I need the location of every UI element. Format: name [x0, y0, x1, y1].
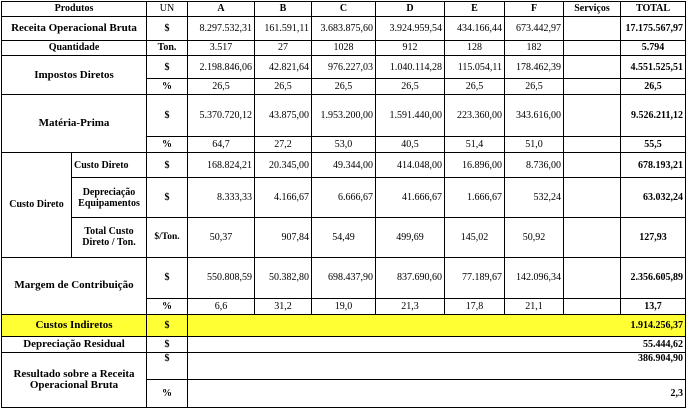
materia-c: 1.953.200,00	[312, 94, 376, 136]
quantidade-f: 182	[505, 40, 564, 56]
custo-direto-a: 168.824,21	[188, 153, 255, 178]
depreciacao-f: 532,24	[505, 178, 564, 218]
quantidade-c: 1028	[312, 40, 376, 56]
custo-direto-row	[2, 153, 686, 178]
materia-pct-a: 64,7	[188, 136, 255, 153]
custo-direto-f: 8.736,00	[505, 153, 564, 178]
impostos-e: 115.054,11	[445, 56, 505, 79]
depreciacao-b: 4.166,67	[255, 178, 312, 218]
impostos-f: 178.462,39	[505, 56, 564, 79]
materia-pct-b: 27,2	[255, 136, 312, 153]
margem-d: 837.690,60	[376, 257, 445, 299]
header-servicos: Serviços	[564, 2, 621, 17]
margem-servicos	[564, 257, 621, 299]
depreciacao-un: $	[147, 178, 188, 218]
materia-d: 1.591.440,00	[376, 94, 445, 136]
impostos-pct-a: 26,5	[188, 79, 255, 95]
margem-pct-d: 21,3	[376, 299, 445, 315]
depreciacao-d: 41.666,67	[376, 178, 445, 218]
total-custo-c: 54,49	[312, 217, 376, 257]
total-custo-f: 50,92	[505, 217, 564, 257]
custo-direto-servicos	[564, 153, 621, 178]
receita-total: 17.175.567,97	[621, 16, 686, 40]
impostos-pct-c: 26,5	[312, 79, 376, 95]
receita-un: $	[147, 16, 188, 40]
margem-pct-e: 17,8	[445, 299, 505, 315]
materia-pct-c: 53,0	[312, 136, 376, 153]
deprec-residual-total: 55.444,62	[188, 336, 686, 352]
depreciacao-a: 8.333,33	[188, 178, 255, 218]
margem-un-pct: %	[147, 299, 188, 315]
receita-e: 434.166,44	[445, 16, 505, 40]
impostos-pct-e: 26,5	[445, 79, 505, 95]
resultado-un-value: $	[147, 352, 188, 379]
total-custo-d: 499,69	[376, 217, 445, 257]
total-custo-a: 50,37	[188, 217, 255, 257]
impostos-label: Impostos Diretos	[2, 56, 147, 95]
impostos-pct-total: 26,5	[621, 79, 686, 95]
quantidade-un: Ton.	[147, 40, 188, 56]
quantidade-b: 27	[255, 40, 312, 56]
custo-direto-c: 49.344,00	[312, 153, 376, 178]
quantidade-a: 3.517	[188, 40, 255, 56]
margem-pct-f: 21,1	[505, 299, 564, 315]
materia-f: 343.616,00	[505, 94, 564, 136]
quantidade-row	[2, 40, 686, 56]
impostos-total: 4.551.525,51	[621, 56, 686, 79]
custo-direto-label: Custo Direto	[72, 153, 147, 178]
margem-un-value: $	[147, 257, 188, 299]
depreciacao-label: Depreciação Equipamentos	[72, 178, 147, 218]
materia-un-pct: %	[147, 136, 188, 153]
materia-e: 223.360,00	[445, 94, 505, 136]
total-custo-servicos	[564, 217, 621, 257]
total-custo-un: $/Ton.	[147, 217, 188, 257]
indiretos-label: Custos Indiretos	[2, 315, 147, 337]
header-un: UN	[147, 2, 188, 17]
receita-a: 8.297.532,31	[188, 16, 255, 40]
total-custo-total: 127,93	[621, 217, 686, 257]
quantidade-servicos	[564, 40, 621, 56]
header-col-b: B	[255, 2, 312, 17]
materia-pct-f: 51,0	[505, 136, 564, 153]
depreciacao-row	[2, 178, 686, 218]
materia-a: 5.370.720,12	[188, 94, 255, 136]
header-row	[2, 2, 686, 17]
materia-total: 9.526.211,12	[621, 94, 686, 136]
margem-f: 142.096,34	[505, 257, 564, 299]
margem-c: 698.437,90	[312, 257, 376, 299]
margem-label: Margem de Contribuição	[2, 257, 147, 314]
receita-servicos	[564, 16, 621, 40]
header-col-f: F	[505, 2, 564, 17]
materia-pct-total: 55,5	[621, 136, 686, 153]
margem-pct-servicos	[564, 299, 621, 315]
quantidade-total: 5.794	[621, 40, 686, 56]
indiretos-row	[2, 315, 686, 337]
depreciacao-servicos	[564, 178, 621, 218]
header-produtos: Produtos	[2, 2, 147, 17]
materia-servicos	[564, 94, 621, 136]
margem-pct-a: 6,6	[188, 299, 255, 315]
margem-pct-c: 19,0	[312, 299, 376, 315]
margem-a: 550.808,59	[188, 257, 255, 299]
materia-label: Matéria-Prima	[2, 94, 147, 152]
custo-direto-b: 20.345,00	[255, 153, 312, 178]
materia-pct-servicos	[564, 136, 621, 153]
materia-row-value	[2, 94, 686, 136]
margem-row-value	[2, 257, 686, 299]
deprec-residual-label: Depreciação Residual	[2, 336, 147, 352]
materia-b: 43.875,00	[255, 94, 312, 136]
quantidade-d: 912	[376, 40, 445, 56]
total-custo-label: Total Custo Direto / Ton.	[72, 217, 147, 257]
indiretos-un: $	[147, 315, 188, 337]
total-custo-row	[2, 217, 686, 257]
impostos-pct-b: 26,5	[255, 79, 312, 95]
impostos-pct-f: 26,5	[505, 79, 564, 95]
quantidade-e: 128	[445, 40, 505, 56]
impostos-pct-d: 26,5	[376, 79, 445, 95]
custo-direto-d: 414.048,00	[376, 153, 445, 178]
impostos-b: 42.821,64	[255, 56, 312, 79]
indiretos-total: 1.914.256,37	[188, 315, 686, 337]
margem-total: 2.356.605,89	[621, 257, 686, 299]
deprec-residual-row	[2, 336, 686, 352]
margem-e: 77.189,67	[445, 257, 505, 299]
header-col-d: D	[376, 2, 445, 17]
resultado-label: Resultado sobre a Receita Operacional Bruta	[2, 352, 147, 407]
margem-b: 50.382,80	[255, 257, 312, 299]
custo-direto-e: 16.896,00	[445, 153, 505, 178]
materia-pct-e: 51,4	[445, 136, 505, 153]
materia-un-value: $	[147, 94, 188, 136]
depreciacao-c: 6.666,67	[312, 178, 376, 218]
custo-direto-un: $	[147, 153, 188, 178]
receita-d: 3.924.959,54	[376, 16, 445, 40]
total-custo-b: 907,84	[255, 217, 312, 257]
impostos-c: 976.227,03	[312, 56, 376, 79]
receita-f: 673.442,97	[505, 16, 564, 40]
impostos-un-value: $	[147, 56, 188, 79]
impostos-a: 2.198.846,06	[188, 56, 255, 79]
resultado-total: 386.904,90	[188, 352, 686, 379]
total-custo-e: 145,02	[445, 217, 505, 257]
receita-label: Receita Operacional Bruta	[2, 16, 147, 40]
deprec-residual-un: $	[147, 336, 188, 352]
quantidade-label: Quantidade	[2, 40, 147, 56]
margem-pct-b: 31,2	[255, 299, 312, 315]
resultado-row-value	[2, 352, 686, 379]
depreciacao-total: 63.032,24	[621, 178, 686, 218]
impostos-pct-servicos	[564, 79, 621, 95]
impostos-un-pct: %	[147, 79, 188, 95]
custo-group-label: Custo Direto	[2, 153, 72, 257]
receita-b: 161.591,11	[255, 16, 312, 40]
depreciacao-e: 1.666,67	[445, 178, 505, 218]
impostos-servicos	[564, 56, 621, 79]
impostos-row-value	[2, 56, 686, 79]
resultado-un-pct: %	[147, 379, 188, 407]
header-col-c: C	[312, 2, 376, 17]
receita-c: 3.683.875,60	[312, 16, 376, 40]
margem-pct-total: 13,7	[621, 299, 686, 315]
header-col-e: E	[445, 2, 505, 17]
financial-table	[1, 1, 686, 408]
header-col-a: A	[188, 2, 255, 17]
impostos-d: 1.040.114,28	[376, 56, 445, 79]
header-total: TOTAL	[621, 2, 686, 17]
resultado-pct-total: 2,3	[188, 379, 686, 407]
materia-pct-d: 40,5	[376, 136, 445, 153]
custo-direto-total: 678.193,21	[621, 153, 686, 178]
receita-row	[2, 16, 686, 40]
